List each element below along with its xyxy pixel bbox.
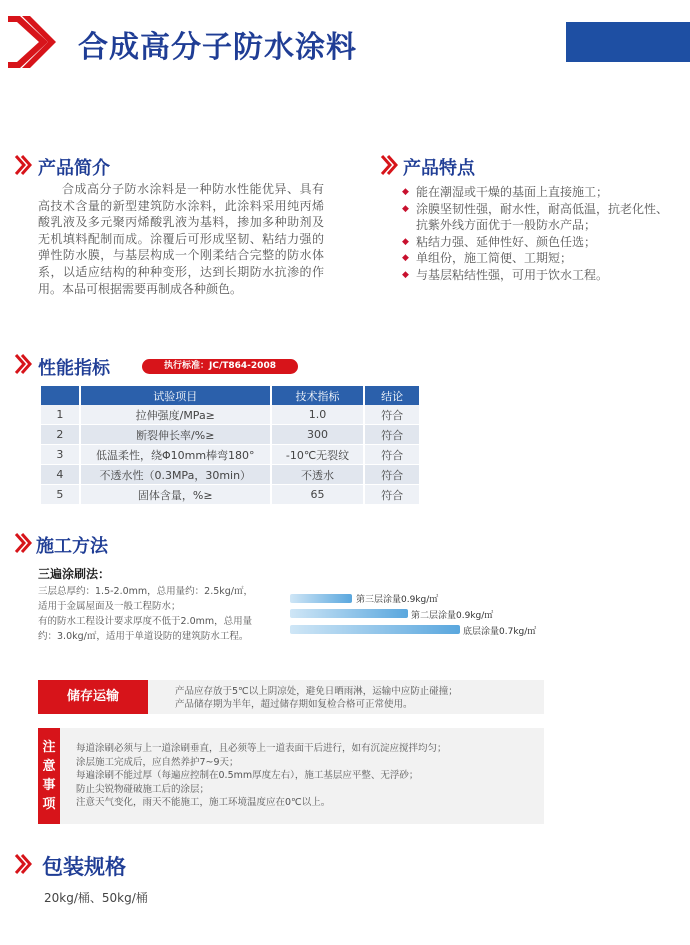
table-row	[41, 445, 420, 465]
text-line: 约：3.0kg/㎡，适用于单道设防的建筑防水工程。	[38, 631, 249, 642]
table-cell: 断裂伸长率/%≥	[80, 425, 271, 445]
storage-text	[175, 685, 458, 711]
table-cell: 拉伸强度/MPa≥	[80, 405, 271, 425]
coating-layer-bar	[290, 609, 408, 618]
storage-tag: 储存运输	[38, 680, 148, 714]
table-cell: 符合	[364, 405, 420, 425]
text-line: 产品应存放于5℃以上阴凉处，避免日晒雨淋，运输中应防止碰撞；	[175, 686, 458, 697]
table-cell: 2	[41, 425, 80, 445]
table-header-cell	[41, 386, 80, 405]
table-cell: 1.0	[271, 405, 365, 425]
table-cell: 3	[41, 445, 80, 465]
notes-tag-char: 事	[42, 778, 56, 793]
table-cell: 符合	[364, 445, 420, 465]
list-item: 涂层施工完成后，应自然养护7~9天；	[76, 756, 239, 768]
section-chevron-icon	[14, 353, 32, 375]
notes-tag-char: 意	[42, 759, 56, 774]
section-chevron-icon	[380, 154, 398, 176]
table-cell: 固体含量，%≥	[80, 485, 271, 505]
table-header-cell: 技术指标	[271, 386, 365, 405]
table-cell: 1	[41, 405, 80, 425]
list-item: 防止尖锐物碰破施工后的涂层；	[76, 783, 210, 795]
table-cell: 300	[271, 425, 365, 445]
notes-list	[76, 742, 447, 810]
text-line: 有的防水工程设计要求厚度不低于2.0mm，总用量	[38, 616, 253, 627]
notes-tag	[38, 728, 60, 824]
section-chevron-icon	[14, 853, 32, 875]
list-item: ◆ 单组份，施工简便、工期短；	[402, 250, 678, 267]
method-text	[38, 584, 284, 644]
red-chevron-icon	[8, 16, 60, 68]
packaging-text: 20kg/桶、50kg/桶	[44, 891, 148, 905]
table-header-cell: 结论	[364, 386, 420, 405]
text-line: 三层总厚约：1.5-2.0mm，总用量约：2.5kg/㎡，	[38, 586, 253, 597]
header-blue-block	[566, 22, 690, 62]
list-item: ◆ 涂膜坚韧性强，耐水性，耐高低温，抗老化性、抗紫外线方面优于一般防水产品；	[402, 201, 678, 234]
intro-text: 合成高分子防水涂料是一种防水性能优异、具有高技术含量的新型建筑防水涂料，此涂料采用纯丙烯酸乳液及多元聚丙烯酸乳液为基料，掺加多种助剂及无机填料配制而成。涂覆后可形成坚韧、粘结力强的弹性防水膜，与基层构成一个刚柔结合完整的防水体系，以适应结构的种种变形，达到长期防水抗渗的作用。本品可根据需要再制成各种颜色。	[38, 182, 324, 296]
table-cell: -10℃无裂纹	[271, 445, 365, 465]
layer-label: 第三层涂量0.9kg/㎡	[356, 595, 439, 605]
layer-label: 第二层涂量0.9kg/㎡	[411, 611, 494, 621]
table-cell: 低温柔性，绕Φ10mm棒弯180°	[80, 445, 271, 465]
performance-table	[41, 386, 421, 505]
method-subheading: 三遍涂刷法：	[38, 567, 111, 581]
construction-heading: 施工方法	[36, 536, 108, 557]
list-item: ◆ 与基层粘结性强，可用于饮水工程。	[402, 267, 678, 284]
table-cell: 符合	[364, 485, 420, 505]
text-line: 适用于金属屋面及一般工程防水；	[38, 601, 181, 612]
performance-heading: 性能指标	[38, 358, 110, 379]
table-cell: 5	[41, 485, 80, 505]
table-cell: 不透水	[271, 465, 365, 485]
intro-heading: 产品简介	[38, 158, 110, 179]
table-cell: 4	[41, 465, 80, 485]
layer-label: 底层涂量0.7kg/㎡	[463, 627, 537, 637]
coating-layer-bar	[290, 625, 460, 634]
list-item: ◆ 粘结力强、延伸性好、颜色任选；	[402, 234, 678, 251]
section-chevron-icon	[14, 154, 32, 176]
list-item: 注意天气变化，雨天不能施工，施工环境温度应在0℃以上。	[76, 797, 331, 809]
notes-tag-char: 注	[42, 740, 56, 755]
features-list	[402, 184, 678, 284]
coating-layer-bar	[290, 594, 352, 603]
list-item: ◆ 能在潮湿或干燥的基面上直接施工；	[402, 184, 678, 201]
table-cell: 不透水性（0.3MPa，30min）	[80, 465, 271, 485]
list-item: 每道涂刷必须与上一道涂刷垂直，且必须等上一道表面干后进行，如有沉淀应搅拌均匀；	[76, 743, 447, 754]
table-row	[41, 405, 420, 425]
standard-badge: 执行标准：JC/T864-2008	[142, 359, 298, 374]
section-chevron-icon	[14, 532, 32, 554]
table-row	[41, 465, 420, 485]
packaging-heading: 包装规格	[42, 855, 126, 879]
features-heading: 产品特点	[403, 158, 475, 179]
list-item: 每遍涂刷不能过厚（每遍应控制在0.5mm厚度左右），施工基层应平整、无浮砂；	[76, 770, 419, 782]
table-cell: 符合	[364, 465, 420, 485]
table-cell: 符合	[364, 425, 420, 445]
table-row	[41, 425, 420, 445]
page-title: 合成高分子防水涂料	[78, 30, 357, 65]
table-cell: 65	[271, 485, 365, 505]
notes-tag-char: 项	[42, 797, 56, 812]
table-header-cell: 试验项目	[80, 386, 271, 405]
table-row	[41, 485, 420, 505]
text-line: 产品储存期为半年，超过储存期如复检合格可正常使用。	[175, 699, 413, 710]
table-header-row	[41, 386, 420, 405]
